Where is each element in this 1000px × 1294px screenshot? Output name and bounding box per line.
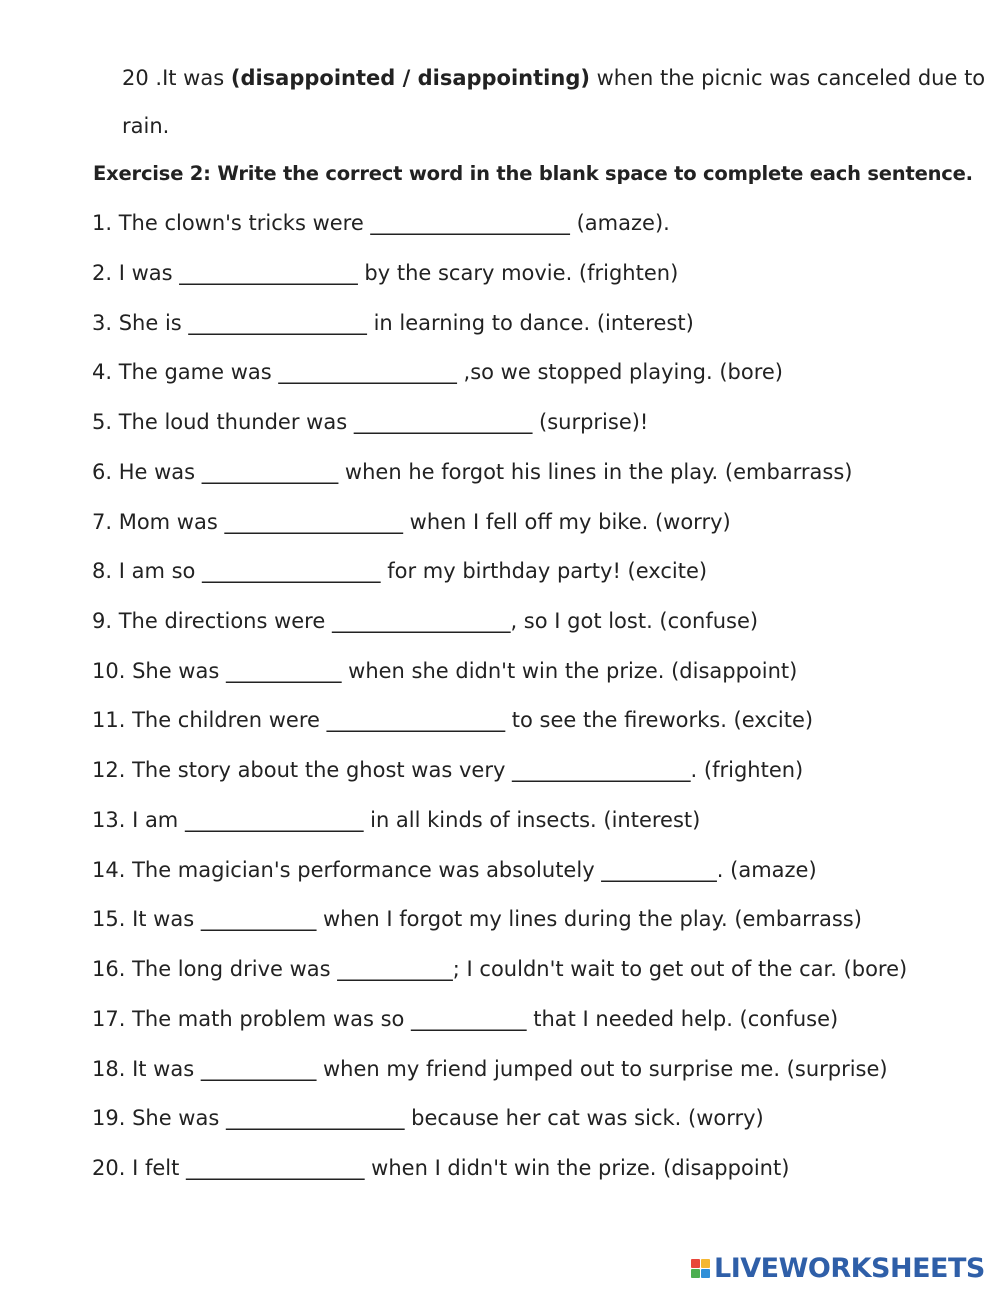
liveworksheets-logo-text: LIVEWORKSHEETS (714, 1253, 985, 1284)
list-item: 12. The story about the ghost was very _________________. (frighten) (92, 758, 804, 782)
list-item: 16. The long drive was ___________; I couldn't wait to get out of the car. (bore) (92, 957, 908, 981)
intro-text-end: when the picnic was canceled due to (589, 66, 986, 90)
list-item: 18. It was ___________ when my friend jumped out to surprise me. (surprise) (92, 1057, 888, 1081)
intro-text-start: 20 .It was (122, 66, 231, 90)
list-item: 5. The loud thunder was _________________ (surprise)! (92, 410, 649, 434)
intro-choice-options: (disappointed / disappointing) (230, 66, 590, 90)
list-item: 2. I was _________________ by the scary movie. (frighten) (92, 261, 679, 285)
list-item: 9. The directions were _________________, so I got lost. (confuse) (92, 609, 759, 633)
list-item: 3. She is _________________ in learning to dance. (interest) (92, 311, 694, 335)
list-item: 4. The game was _________________ ,so we stopped playing. (bore) (92, 360, 783, 384)
list-item: 15. It was ___________ when I forgot my lines during the play. (embarrass) (92, 907, 862, 931)
list-item: 6. He was _____________ when he forgot his lines in the play. (embarrass) (92, 460, 853, 484)
liveworksheets-logo (691, 1253, 985, 1284)
liveworksheets-logo-icon (691, 1255, 711, 1283)
intro-sentence-line-1 (122, 64, 985, 92)
intro-sentence-line-2: rain. (122, 114, 170, 138)
list-item: 14. The magician's performance was absolutely ___________. (amaze) (92, 858, 817, 882)
list-item: 8. I am so _________________ for my birthday party! (excite) (92, 559, 708, 583)
list-item: 13. I am _________________ in all kinds of insects. (interest) (92, 808, 701, 832)
exercise-heading: Exercise 2: Write the correct word in the blank space to complete each sentence. (93, 162, 973, 185)
list-item: 1. The clown's tricks were ___________________ (amaze). (92, 211, 670, 235)
list-item: 19. She was _________________ because her cat was sick. (worry) (92, 1106, 764, 1130)
list-item: 7. Mom was _________________ when I fell off my bike. (worry) (92, 510, 731, 534)
list-item: 11. The children were _________________ to see the fireworks. (excite) (92, 708, 814, 732)
list-item: 10. She was ___________ when she didn't win the prize. (disappoint) (92, 659, 798, 683)
list-item: 20. I felt _________________ when I didn't win the prize. (disappoint) (92, 1156, 790, 1180)
list-item: 17. The math problem was so ___________ that I needed help. (confuse) (92, 1007, 839, 1031)
